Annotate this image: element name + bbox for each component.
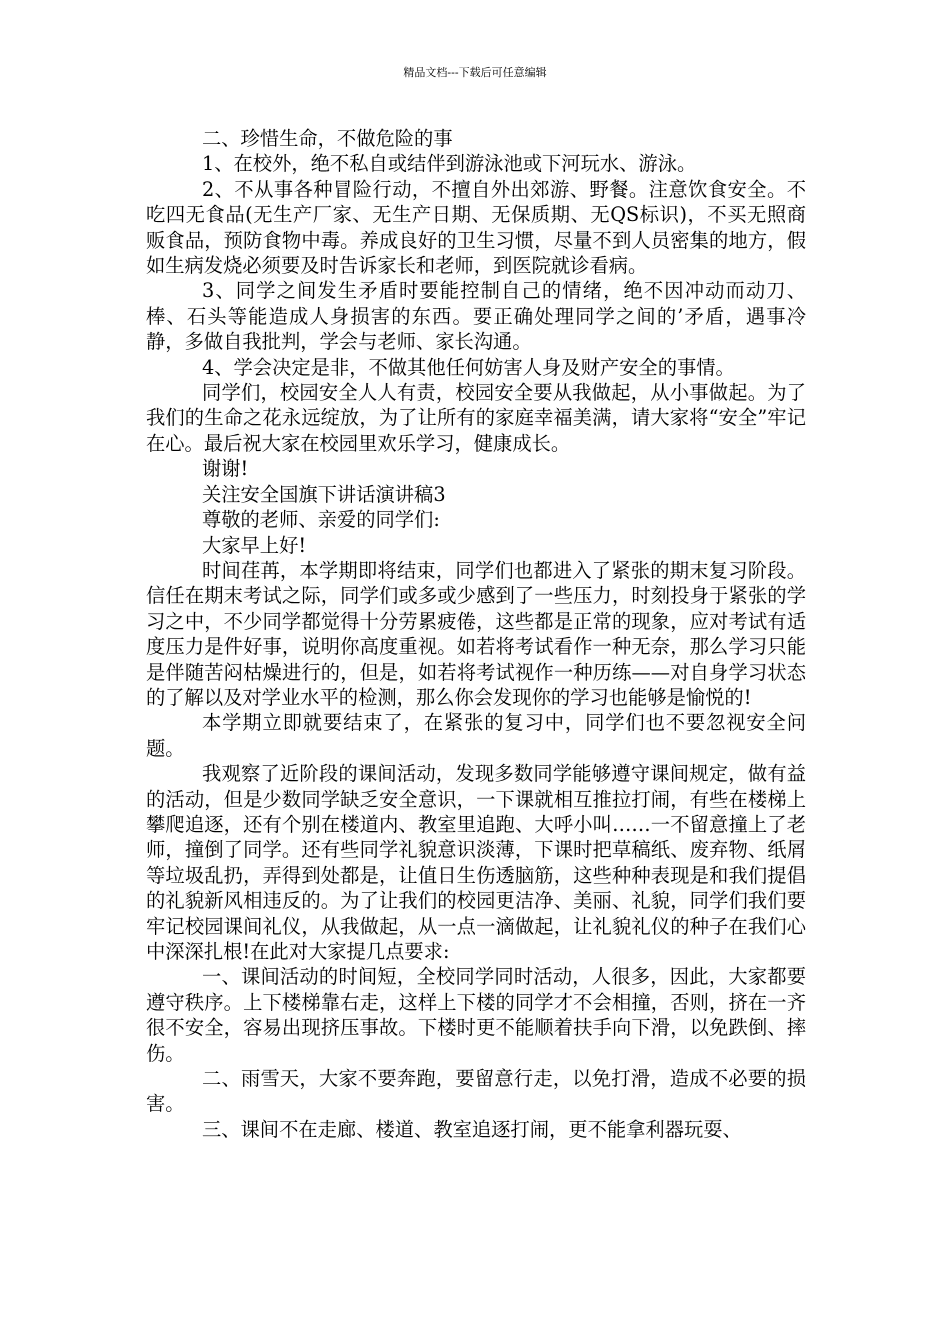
paragraph-thanks: 谢谢! bbox=[201, 457, 249, 481]
salutation: 尊敬的老师、亲爱的同学们: bbox=[201, 508, 440, 532]
paragraph-item-4: 4、学会决定是非，不做其他任何妨害人身及财产安全的事情。 bbox=[201, 355, 735, 379]
paragraph-closing: 同学们，校园安全人人有责，校园安全要从我做起，从小事做起。为了我们的生命之花永远绽放，为了让所有的家庭幸福美满，请大家将“安全”牢记在心。最后祝大家在校园里欢乐学习，健康成长。 bbox=[146, 381, 806, 455]
paragraph-observation: 我观察了近阶段的课间活动，发现多数同学能够遵守课间规定，做有益的活动，但是少数同学缺乏安全意识，一下课就相互推拉打闹，有些在楼梯上攀爬追逐，还有个别在楼道内、教室里追跑、大呼小叫……一不留意撞上了老师，撞倒了同学。还有些同学礼貌意识淡薄，下课时把草稿纸、废弃物、纸屑等垃圾乱扔，弄得到处都是，让值日生伤透脑筋，这些种种表现是和我们提倡的礼貌新风相违反的。为了让我们的校园更洁净、美丽、礼貌，同学们我们要牢记校园课间礼仪，从我做起，从一点一滴做起，让礼貌礼仪的种子在我们心中深深扎根!在此对大家提几点要求: bbox=[146, 762, 806, 963]
speech-title: 关注安全国旗下讲话演讲稿3 bbox=[201, 482, 446, 506]
paragraph-safety-reminder: 本学期立即就要结束了，在紧张的复习中，同学们也不要忽视安全问题。 bbox=[146, 711, 806, 760]
section-heading-cherish-life: 二、珍惜生命，不做危险的事 bbox=[201, 127, 453, 150]
paragraph-requirement-3: 三、课间不在走廊、楼道、教室追逐打闹，更不能拿利器玩耍、 bbox=[201, 1117, 742, 1141]
page-header: 精品文档---下载后可任意编辑 bbox=[403, 66, 547, 79]
paragraph-requirement-1: 一、课间活动的时间短，全校同学同时活动，人很多，因此，大家都要遵守秩序。上下楼梯靠右走，这样上下楼的同学才不会相撞，否则，挤在一齐很不安全，容易出现挤压事故。下楼时更不能顺着扶手向下滑，以免跌倒、摔伤。 bbox=[146, 965, 806, 1065]
paragraph-requirement-2: 二、雨雪天，大家不要奔跑，要留意行走，以免打滑，造成不必要的损害。 bbox=[146, 1067, 806, 1116]
paragraph-item-2: 2、不从事各种冒险行动，不擅自外出郊游、野餐。注意饮食安全。不吃四无食品(无生产厂家、无生产日期、无保质期、无QS标识)，不买无照商贩食品，预防食物中毒。养成良好的卫生习惯，尽量不到人员密集的地方，假如生病发烧必须要及时告诉家长和老师，到医院就诊看病。 bbox=[146, 177, 806, 278]
document-body bbox=[146, 126, 806, 1142]
greeting: 大家早上好! bbox=[201, 533, 307, 557]
paragraph-item-3: 3、同学之间发生矛盾时要能控制自己的情绪，绝不因冲动而动刀、棒、石头等能造成人身损害的东西。要正确处理同学之间的’矛盾，遇事冷静，多做自我批判，学会与老师、家长沟通。 bbox=[146, 279, 806, 354]
paragraph-exam-intro: 时间荏苒，本学期即将结束，同学们也都进入了紧张的期末复习阶段。信任在期末考试之际，同学们或多或少感到了一些压力，时刻投身于紧张的学习之中，不少同学都觉得十分劳累疲倦，这些都是正常的现象，应对考试有适度压力是件好事，说明你高度重视。如若将考试看作一种无奈，那么学习只能是伴随苦闷枯燥进行的，但是，如若将考试视作一种历练——对自身学习状态的了解以及对学业水平的检测，那么你会发现你的学习也能够是愉悦的! bbox=[146, 558, 806, 709]
paragraph-item-1: 1、在校外，绝不私自或结伴到游泳池或下河玩水、游泳。 bbox=[201, 152, 697, 176]
